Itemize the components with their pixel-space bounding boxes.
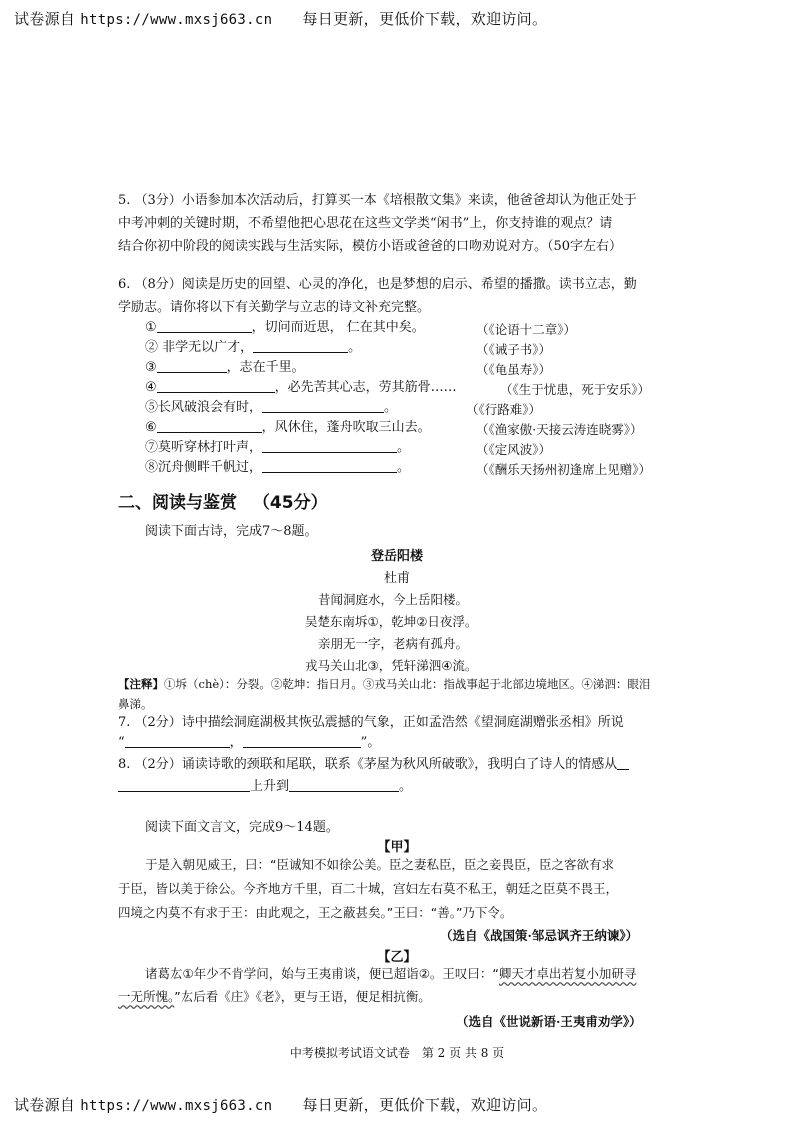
item-number: ② [145, 340, 159, 355]
item-text: 。 [397, 440, 411, 455]
q5-line-2: 中考冲刺的关键时期，不希望他把心思花在这些文学类“闲书”上，你支持谁的观点？请 [118, 216, 613, 231]
q5-line-1: 5. （3分）小语参加本次活动后，打算买一本《培根散文集》来读，他爸爸却认为他正处于 [118, 193, 637, 208]
answer-blank[interactable] [157, 418, 262, 433]
jia-line-1: 于是入朝见威王，曰：“臣诚知不如徐公美。臣之妻私臣，臣之妾畏臣，臣之客欲有求 [145, 857, 614, 872]
answer-blank[interactable] [125, 733, 230, 748]
poem-line-2: 吴楚东南坼①，乾坤②日夜浮。 [305, 614, 478, 629]
comma: ， [229, 735, 243, 750]
answer-blank[interactable] [157, 358, 227, 373]
item-text: 沉舟侧畔千帆过， [158, 460, 263, 475]
top-header [14, 8, 547, 29]
poem-author: 杜甫 [383, 571, 410, 586]
q6-item-6 [145, 417, 431, 439]
q6-item-2-source: （《诫子书》） [476, 342, 552, 357]
item-text: 长风破浪会有时， [158, 400, 263, 415]
page-footer: 中考模拟考试语文试卷 第 2 页 共 8 页 [289, 1046, 505, 1060]
prose-intro: 阅读下面文言文，完成9～14题。 [145, 820, 339, 835]
item-text: ，切问而近思， 仁在其中矣。 [251, 320, 425, 335]
jia-source: （选自《战国策·邹忌讽齐王纳谏》） [440, 928, 639, 943]
jia-line-2: 于臣，皆以美于徐公。今齐地方千里，百二十城，宫妇左右莫不私王，朝廷之臣莫不畏王， [118, 881, 619, 896]
yi-line-2 [118, 985, 431, 1009]
answer-blank[interactable] [253, 338, 348, 353]
q6-line-2: 学励志。请你将以下有关勤学与立志的诗文补充完整。 [118, 300, 431, 315]
answer-blank[interactable] [262, 438, 397, 453]
header-url[interactable]: https://www.mxsj663.cn [80, 12, 273, 28]
section-score: （45分） [252, 493, 328, 513]
q6-item-4 [145, 377, 457, 399]
q6-item-7 [145, 437, 410, 459]
header-source: 试卷源自 [14, 1096, 76, 1114]
yi-underlined-text: 一无所愧。 [118, 989, 175, 1004]
q6-item-2 [145, 337, 361, 359]
poem-note-line-1 [118, 674, 650, 694]
item-number: ③ [145, 360, 157, 375]
item-text: 。 [348, 340, 362, 355]
item-number: ① [145, 320, 157, 335]
q6-item-5-source: （《行路难》） [466, 402, 542, 417]
answer-blank[interactable] [262, 458, 397, 473]
item-number: ④ [145, 380, 157, 395]
answer-blank[interactable] [617, 755, 629, 770]
answer-blank[interactable] [243, 733, 361, 748]
item-number: ⑥ [145, 420, 157, 435]
q6-item-8 [145, 457, 410, 479]
q6-item-8-source: （《酬乐天扬州初逢席上见赠》） [476, 462, 652, 477]
q6-item-5 [145, 397, 397, 419]
header-slogan: 每日更新，更低价下载，欢迎访问。 [302, 10, 548, 28]
q8-end: 。 [399, 779, 413, 794]
poem-line-4: 戎马关山北③，凭轩涕泗④流。 [305, 658, 478, 673]
answer-blank[interactable] [289, 777, 399, 792]
jia-line-3: 四境之内莫不有求于王：由此观之，王之蔽甚矣。”王曰：“善。”乃下令。 [118, 905, 513, 920]
item-number: ⑦ [145, 440, 159, 455]
q8-line-1 [118, 754, 629, 776]
q6-item-3 [145, 357, 305, 379]
quote-close: ”。 [360, 735, 381, 750]
header-slogan: 每日更新，更低价下载，欢迎访问。 [302, 1096, 548, 1114]
header-url[interactable]: https://www.mxsj663.cn [80, 1098, 273, 1114]
answer-blank[interactable] [157, 378, 275, 393]
note-text: ①坼（chè）：分裂。②乾坤：指日月。③戎马关山北：指战事起于北部边境地区。④涕泗：眼泪 [164, 677, 651, 691]
note-label: 【注释】 [118, 677, 164, 691]
q5-line-3: 结合你初中阶段的阅读实践与生活实际，模仿小语或爸爸的口吻劝说对方。（50字左右） [118, 239, 623, 254]
item-text: 。 [384, 400, 398, 415]
yi-underlined-text: 卿天才卓出若复小加研寻 [498, 966, 637, 981]
q6-item-4-source: （《生于忧患，死于安乐》） [500, 382, 651, 397]
passage-jia-label: 【甲】 [377, 840, 417, 855]
item-text: ，志在千里。 [226, 360, 305, 375]
header-source: 试卷源自 [14, 10, 76, 28]
item-text: ，风休住，蓬舟吹取三山去。 [261, 420, 431, 435]
item-text: 莫听穿林打叶声， [158, 440, 263, 455]
answer-blank[interactable] [157, 318, 252, 333]
q7-line-2 [118, 732, 380, 754]
item-text: ，必先苦其心志，劳其筋骨…… [274, 380, 457, 395]
q6-item-1 [145, 317, 425, 339]
yi-line-1 [145, 962, 636, 986]
item-number: ⑤ [145, 400, 159, 415]
q6-item-6-source: （《渔家傲·天接云涛连晓雾》） [476, 422, 643, 437]
yi-source: （选自《世说新语·王夷甫劝学》） [456, 1014, 642, 1029]
poem-note-line-2: 鼻涕。 [118, 697, 153, 711]
yi-text: 诸葛厷①年少不肯学问，始与王夷甫谈，便已超诣②。王叹曰：“ [145, 966, 499, 981]
q6-line-1: 6. （8分）阅读是历史的回望、心灵的净化，也是梦想的启示、希望的播撒。读书立志，勤 [118, 277, 637, 292]
item-text: 。 [397, 460, 411, 475]
yi-text: ”厷后看《庄》《老》，更与王语，便足相抗衡。 [174, 989, 431, 1004]
section-heading [118, 488, 328, 513]
poem-line-3: 亲朋无一字，老病有孤舟。 [318, 636, 469, 651]
poem-title: 登岳阳楼 [370, 549, 423, 564]
answer-blank[interactable] [262, 398, 384, 413]
poem-intro: 阅读下面古诗，完成7～8题。 [145, 524, 318, 539]
poem-line-1: 昔闻洞庭水，今上岳阳楼。 [318, 592, 469, 607]
item-text: 非学无以广才， [158, 340, 254, 355]
item-number: ⑧ [145, 460, 159, 475]
q8-mid-text: 上升到 [250, 779, 290, 794]
bottom-header [14, 1094, 547, 1115]
q6-item-1-source: （《论语十二章》） [476, 322, 577, 337]
q8-text: 8. （2分）诵读诗歌的颈联和尾联，联系《茅屋为秋风所破歌》，我明白了诗人的情感从 [118, 757, 618, 772]
passage-yi-label: 【乙】 [377, 950, 417, 965]
q7-line-1: 7. （2分）诗中描绘洞庭湖极其恢弘震撼的气象，正如孟浩然《望洞庭湖赠张丞相》所说 [118, 715, 624, 730]
q8-line-2 [118, 776, 412, 798]
answer-blank[interactable] [118, 777, 250, 792]
section-title: 二、阅读与鉴赏 [118, 493, 237, 513]
q6-item-7-source: （《定风波》） [476, 442, 552, 457]
q6-item-3-source: （《龟虽寿》） [476, 362, 552, 377]
quote-open: “ [118, 735, 125, 750]
